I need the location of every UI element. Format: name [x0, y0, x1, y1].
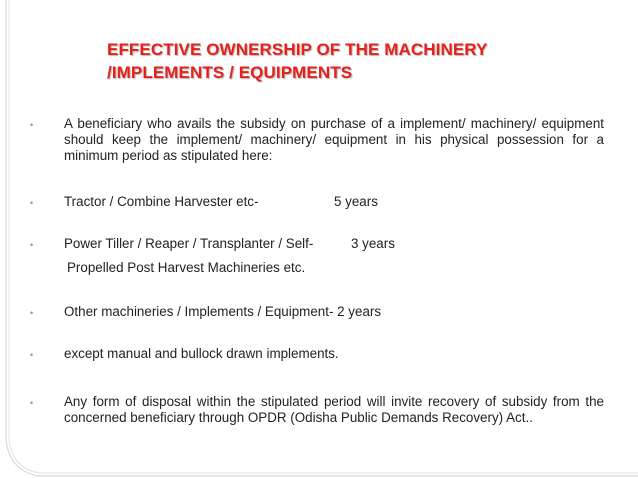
- title-line-2: /IMPLEMENTS / EQUIPMENTS: [107, 63, 353, 82]
- item-label: Power Tiller / Reaper / Transplanter / Self-: [64, 236, 314, 251]
- item-text: A beneficiary who avails the subsidy on purchase of a implement/ machinery/ equipment should keep the implement/ machinery/ equipment in his physical possession for a minimum period as stipulated here:: [64, 116, 604, 163]
- item-text: Any form of disposal within the stipulated period will invite recovery of subsidy from the concerned beneficiary through OPDR (Odisha Public Demands Recovery) Act..: [64, 394, 604, 425]
- item-text: except manual and bullock drawn implements.: [64, 346, 339, 361]
- bullet-icon: •: [30, 120, 34, 130]
- item-text: Other machineries / Implements / Equipment- 2 years: [64, 304, 382, 319]
- item-continuation: Propelled Post Harvest Machineries etc.: [67, 260, 306, 275]
- item-label: Tractor / Combine Harvester etc-: [64, 194, 259, 209]
- bullet-icon: •: [30, 240, 34, 250]
- bullet-icon: •: [30, 308, 34, 318]
- bullet-icon: •: [30, 350, 34, 360]
- item-duration: 5 years: [334, 194, 378, 209]
- item-duration: 3 years: [351, 236, 395, 251]
- title-line-1: EFFECTIVE OWNERSHIP OF THE MACHINERY: [107, 40, 488, 59]
- bullet-icon: •: [30, 398, 34, 408]
- slide-title: [107, 38, 487, 84]
- bullet-icon: •: [30, 198, 34, 208]
